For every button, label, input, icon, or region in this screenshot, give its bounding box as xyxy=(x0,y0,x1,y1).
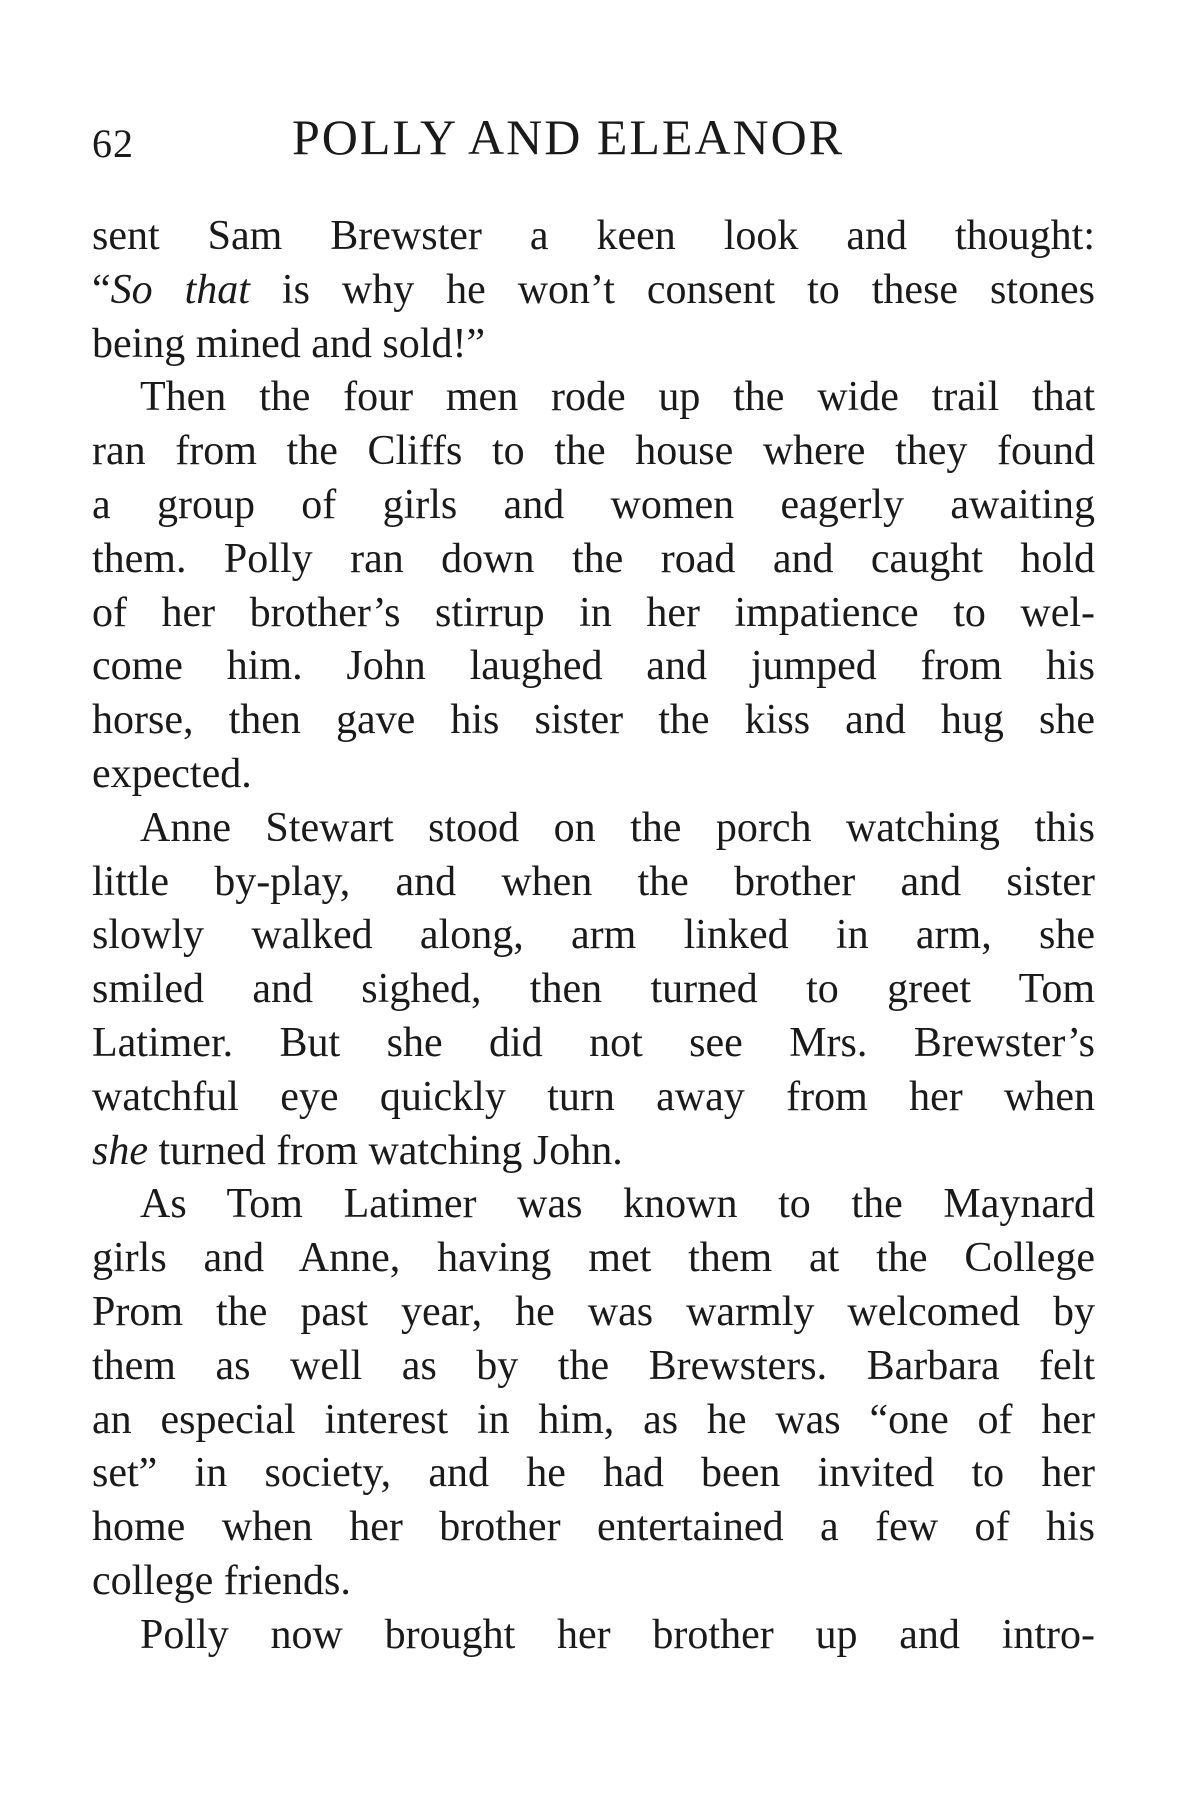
paragraph-start-line: Then the four men rode up the wide trail that xyxy=(140,374,1095,421)
text-line: home when her brother entertained a few of his xyxy=(92,1504,1095,1551)
text-line: ran from the Cliffs to the house where they found xyxy=(92,428,1095,475)
text-line: girls and Anne, having met them at the College xyxy=(92,1235,1095,1282)
text-line: expected. xyxy=(92,750,252,797)
text-line: a group of girls and women eagerly awaiting xyxy=(92,481,1095,528)
text-line-italic-start xyxy=(92,264,1095,318)
text-line: being mined and sold!” xyxy=(92,320,486,367)
running-title: POLLY AND ELEANOR xyxy=(292,109,845,165)
text-fragment: is why he won’t consent to these stones xyxy=(249,266,1095,313)
paragraph-start-line: Anne Stewart stood on the porch watching this xyxy=(140,804,1095,851)
text-line: horse, then gave his sister the kiss and hug she xyxy=(92,697,1095,744)
text-line: them. Polly ran down the road and caught hold xyxy=(92,535,1095,582)
paragraph-start-line: As Tom Latimer was known to the Maynard xyxy=(140,1181,1095,1228)
text-line: college friends. xyxy=(92,1557,351,1604)
text-line: an especial interest in him, as he was “one of her xyxy=(92,1396,1095,1443)
text-line: Prom the past year, he was warmly welcomed by xyxy=(92,1288,1095,1335)
text-line: slowly walked along, arm linked in arm, she xyxy=(92,912,1095,959)
page-header xyxy=(92,108,1092,168)
text-line: smiled and sighed, then turned to greet Tom xyxy=(92,966,1095,1013)
paragraph-start-line: Polly now brought her brother up and intro- xyxy=(140,1611,1095,1658)
open-quote: “ xyxy=(92,266,111,313)
text-line: Latimer. But she did not see Mrs. Brewster’s xyxy=(92,1019,1095,1066)
text-line: watchful eye quickly turn away from her when xyxy=(92,1073,1095,1120)
page-number: 62 xyxy=(92,121,134,166)
italic-phrase: So that xyxy=(110,266,250,313)
text-line: them as well as by the Brewsters. Barbara felt xyxy=(92,1342,1095,1389)
text-line: of her brother’s stirrup in her impatience to wel- xyxy=(92,589,1095,636)
text-line: come him. John laughed and jumped from his xyxy=(92,643,1095,690)
text-line: little by-play, and when the brother and sister xyxy=(92,858,1095,905)
text-line-italic-start xyxy=(92,1125,1095,1179)
text-line: sent Sam Brewster a keen look and thought: xyxy=(92,213,1095,259)
italic-word: she xyxy=(92,1127,148,1174)
text-fragment: turned from watching John. xyxy=(148,1127,623,1174)
body-text xyxy=(92,210,1095,1663)
text-line: set” in society, and he had been invited to her xyxy=(92,1450,1095,1497)
